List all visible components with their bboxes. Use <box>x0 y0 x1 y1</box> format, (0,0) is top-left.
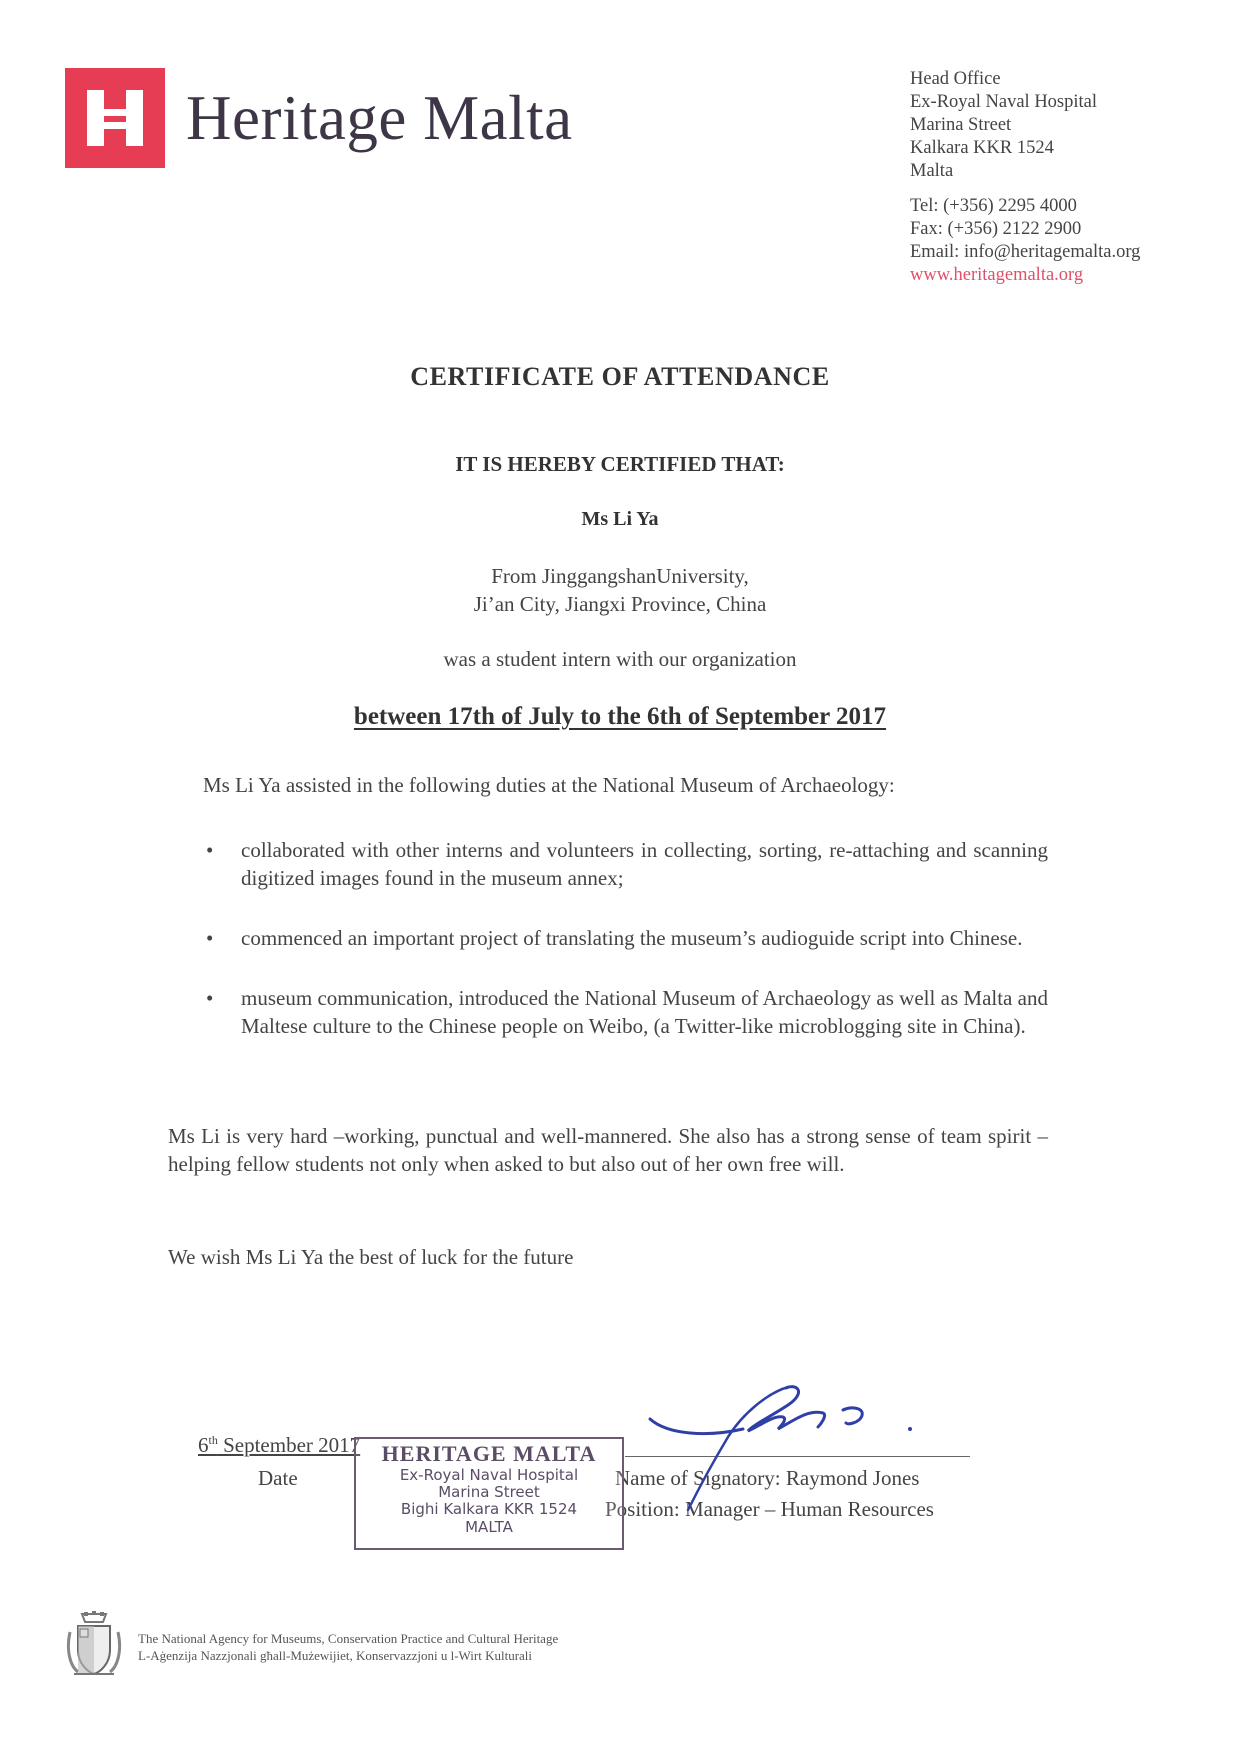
org-name: Heritage Malta <box>186 83 573 153</box>
closing-wish: We wish Ms Li Ya the best of luck for the future <box>168 1245 574 1269</box>
official-stamp <box>354 1437 624 1550</box>
bullet-icon: • <box>206 986 214 1010</box>
fax: Fax: (+356) 2122 2900 <box>910 219 1082 239</box>
signatory-name: Name of Signatory: Raymond Jones <box>615 1466 920 1490</box>
duties-list <box>203 836 1048 1072</box>
list-item <box>203 836 1048 892</box>
stamp-line: HERITAGE MALTA <box>381 1441 597 1466</box>
date-rest: September 2017 <box>217 1433 361 1457</box>
duty-text: museum communication, introduced the National Museum of Archaeology as well as Malta and Maltese culture to the Chinese people on Weibo, (a Twitter-like microblogging site in China). <box>241 986 1048 1038</box>
list-item <box>203 924 1048 952</box>
assessment-paragraph: Ms Li is very hard –working, punctual and well-mannered. She also has a strong sense of team spirit – helping fellow students not only when asked to but also out of her own free will. <box>168 1124 1048 1176</box>
contact-block <box>910 68 1140 287</box>
stamp-line: Bighi Kalkara KKR 1524 <box>400 1500 578 1518</box>
internship-dates <box>0 703 1240 731</box>
signature-date <box>198 1433 360 1458</box>
handwritten-signature <box>648 1385 928 1515</box>
heritage-malta-logo <box>65 68 165 168</box>
stamp-line: Marina Street <box>438 1483 540 1501</box>
duties-intro: Ms Li Ya assisted in the following duties at the National Museum of Archaeology: <box>203 773 895 797</box>
footer-line: L-Aġenzija Nazzjonali għall-Mużewijiet, Konservazzjoni u l-Wirt Kulturali <box>138 1648 533 1663</box>
h-logo-icon <box>65 68 165 168</box>
person-name: Ms Li Ya <box>581 508 659 530</box>
intern-line: was a student intern with our organization <box>443 647 797 671</box>
bullet-icon: • <box>206 926 214 950</box>
address-line: Marina Street <box>910 115 1012 135</box>
address-line: Ex-Royal Naval Hospital <box>910 92 1098 112</box>
dates-text: between 17th of July to the 6th of September 2017 <box>353 703 887 730</box>
footer-line: The National Agency for Museums, Conservation Practice and Cultural Heritage <box>138 1631 559 1646</box>
date-label: Date <box>258 1466 298 1490</box>
tel: Tel: (+356) 2295 4000 <box>910 196 1077 216</box>
signatory-position: Position: Manager – Human Resources <box>605 1497 934 1521</box>
duty-text: commenced an important project of translating the museum’s audioguide script into Chinese. <box>241 926 1023 950</box>
malta-coat-of-arms-icon <box>64 1610 124 1680</box>
stamp-line: Ex-Royal Naval Hospital <box>399 1466 579 1484</box>
stamp-line: MALTA <box>465 1518 513 1536</box>
website-link[interactable]: www.heritagemalta.org <box>910 265 1084 285</box>
from-line: From JinggangshanUniversity, <box>491 564 749 588</box>
address-line: Kalkara KKR 1524 <box>910 138 1054 158</box>
email: Email: info@heritagemalta.org <box>910 242 1141 262</box>
from-line: Ji’an City, Jiangxi Province, China <box>473 592 767 616</box>
footer-text <box>138 1630 558 1664</box>
bullet-icon: • <box>206 838 214 862</box>
date-suffix: th <box>208 1433 218 1447</box>
certificate-title: CERTIFICATE OF ATTENDANCE <box>410 362 830 391</box>
certified-line: IT IS HEREBY CERTIFIED THAT: <box>455 452 785 476</box>
address-line: Malta <box>910 161 954 181</box>
from-block <box>0 562 1240 618</box>
list-item <box>203 984 1048 1040</box>
address-line: Head Office <box>910 69 1001 89</box>
date-day: 6 <box>198 1433 209 1457</box>
duty-text: collaborated with other interns and volunteers in collecting, sorting, re-attaching and scanning digitized images found in the museum annex; <box>241 838 1048 890</box>
